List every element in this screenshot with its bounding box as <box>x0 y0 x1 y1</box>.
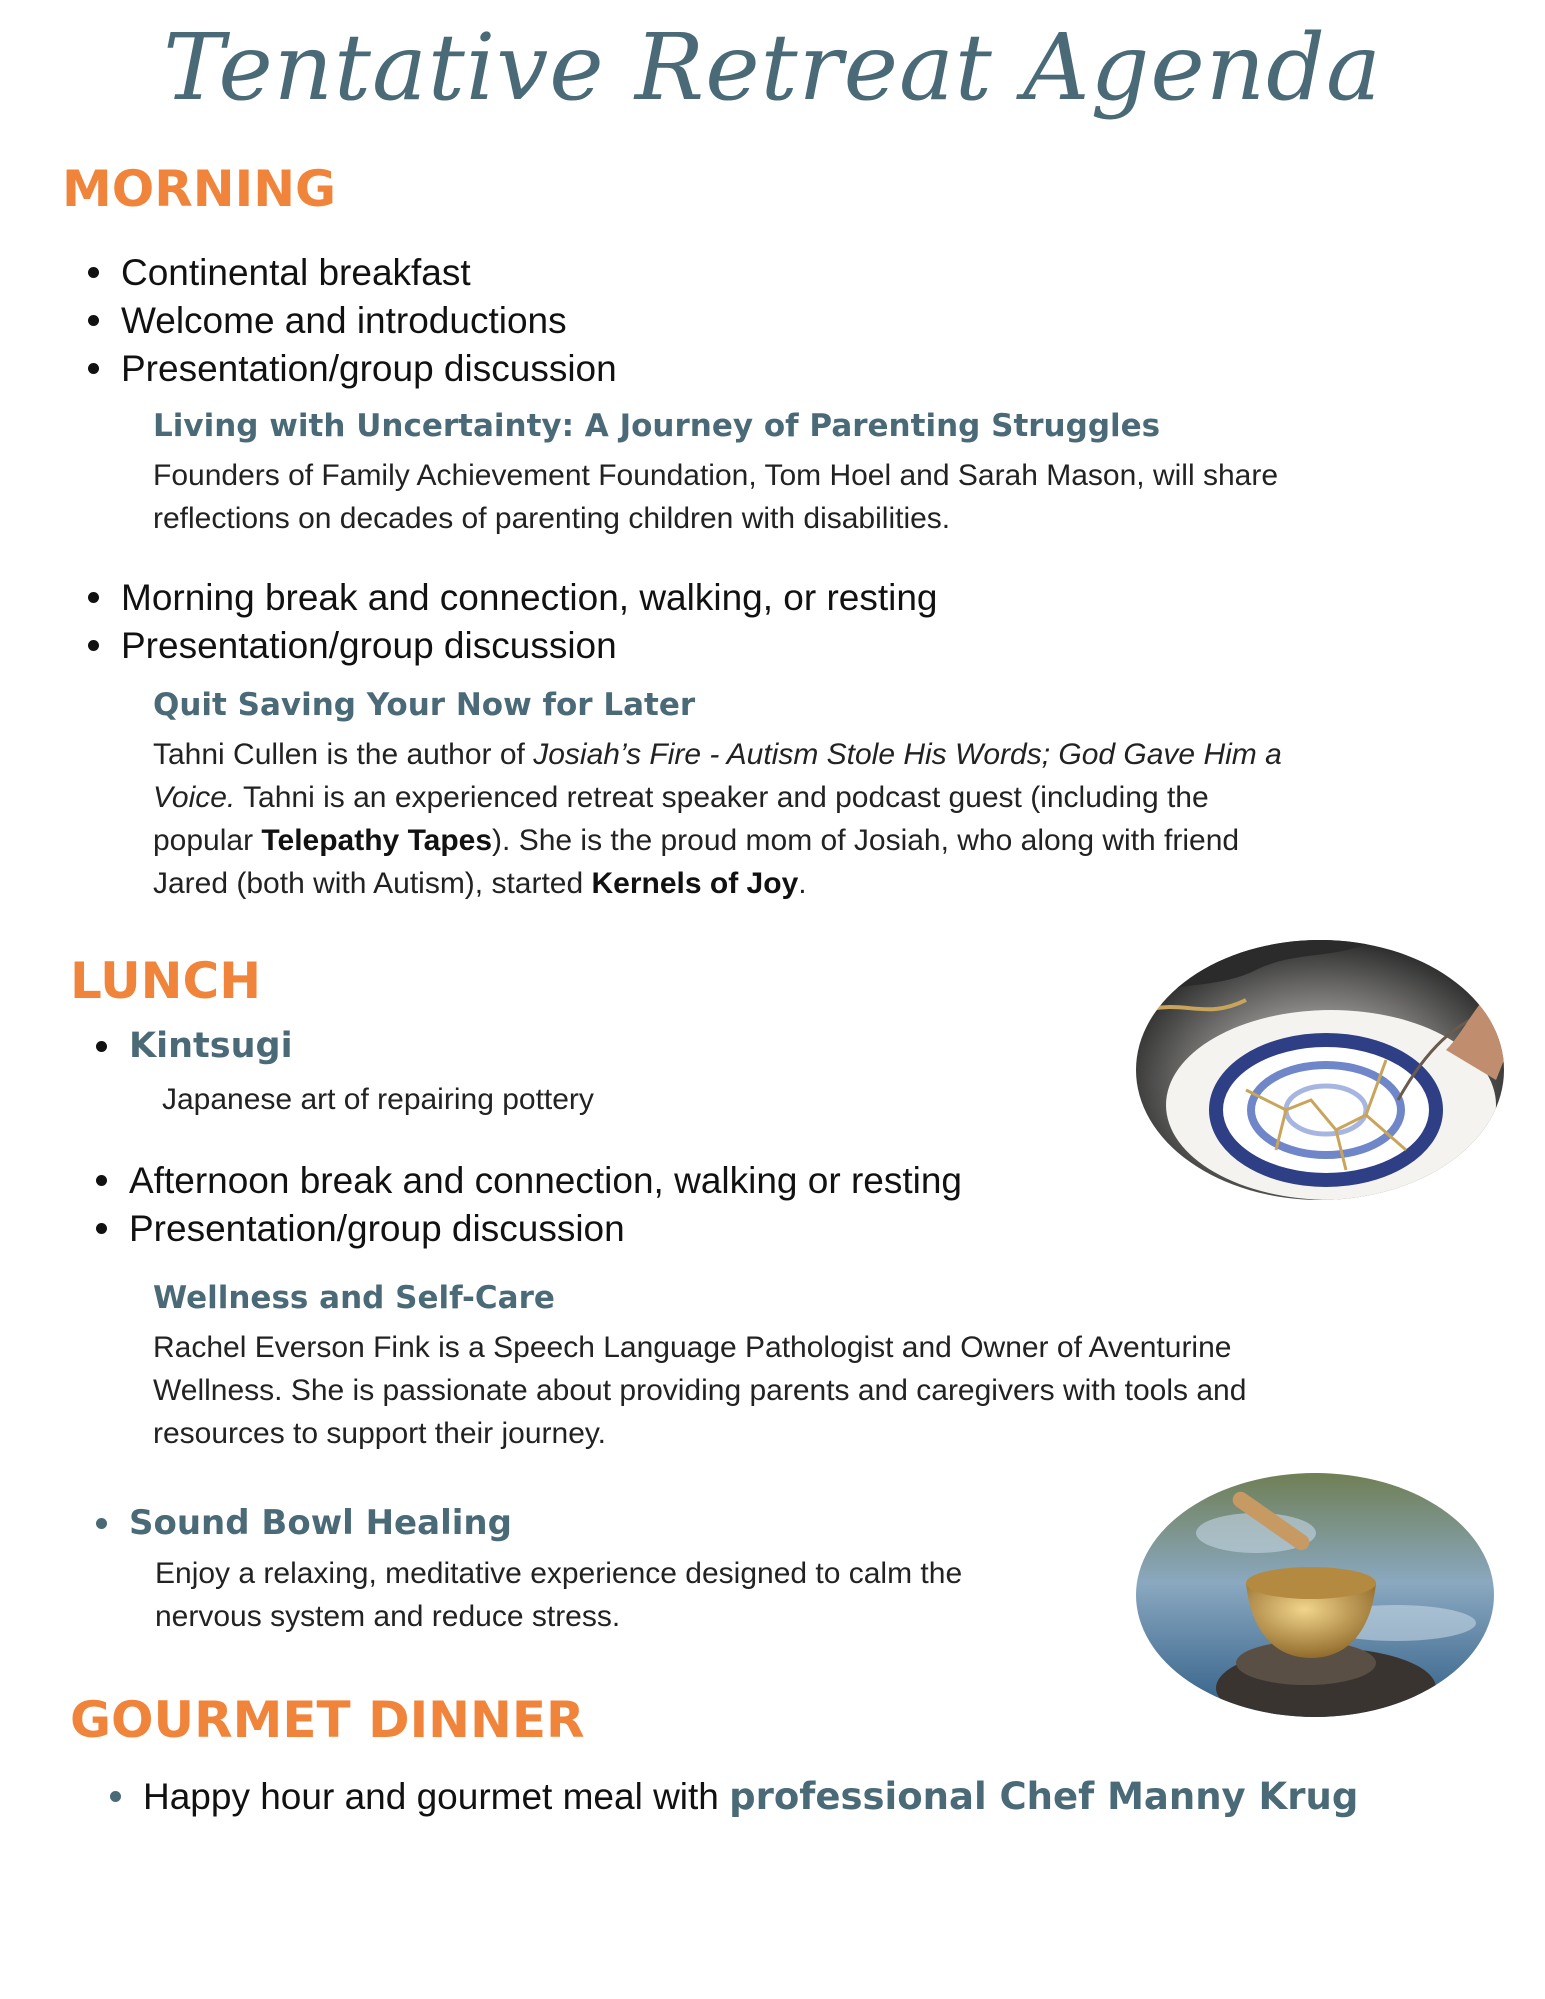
bullet-icon <box>96 1518 107 1529</box>
talk-description: Founders of Family Achievement Foundation, Tom Hoel and Sarah Mason, will share reflections on decades of parenting children with disabilities. <box>153 459 1279 535</box>
activity-description: Enjoy a relaxing, meditative experience designed to calm the nervous system and reduce stress. <box>155 1557 963 1633</box>
section-heading-dinner: GOURMET DINNER <box>70 1691 585 1749</box>
talk-title: Wellness and Self-Care <box>153 1280 555 1316</box>
bullet-icon <box>88 267 99 278</box>
activity-description: Japanese art of repairing pottery <box>162 1083 594 1116</box>
bullet-icon <box>88 363 99 374</box>
list-item: Happy hour and gourmet meal with professional Chef Manny Krug <box>110 1772 1358 1821</box>
chef-name: professional Chef Manny Krug <box>729 1775 1359 1818</box>
bullet-icon <box>110 1791 121 1802</box>
page-title: Tentative Retreat Agenda <box>163 14 1382 121</box>
bullet-icon <box>96 1041 107 1052</box>
list-item: Presentation/group discussion <box>96 1204 625 1253</box>
list-item: Kintsugi <box>96 1026 293 1066</box>
book-title: Josiah’s Fire - Autism Stole His Words; God Gave Him a <box>533 738 1282 771</box>
bullet-icon <box>88 592 99 603</box>
section-heading-morning: MORNING <box>62 160 337 218</box>
list-item: Afternoon break and connection, walking or resting <box>96 1156 962 1205</box>
list-item: Presentation/group discussion <box>88 344 617 393</box>
talk-title: Living with Uncertainty: A Journey of Parenting Struggles <box>153 408 1161 444</box>
list-item: Sound Bowl Healing <box>96 1503 512 1543</box>
singing-bowl-image <box>1136 1473 1494 1717</box>
talk-description: Tahni Cullen is the author of Josiah’s Fire - Autism Stole His Words; God Gave Him a Voice. Tahni is an experienced retreat speaker and podcast guest (including the popular Telepathy Tapes). She is the proud mom of Josiah, who along with friend Jared (both with Autism), started Kernels of Joy. <box>153 738 1282 900</box>
list-item: Welcome and introductions <box>88 296 567 345</box>
bullet-icon <box>88 640 99 651</box>
talk-description: Rachel Everson Fink is a Speech Language Pathologist and Owner of Aventurine Wellness. She is passionate about providing parents and caregivers with tools and resources to support their journey. <box>153 1331 1247 1450</box>
section-heading-lunch: LUNCH <box>70 952 262 1010</box>
list-item: Continental breakfast <box>88 248 471 297</box>
list-item: Morning break and connection, walking, or resting <box>88 573 938 622</box>
bullet-icon <box>96 1175 107 1186</box>
list-item: Presentation/group discussion <box>88 621 617 670</box>
talk-title: Quit Saving Your Now for Later <box>153 687 696 723</box>
kintsugi-image <box>1136 940 1504 1200</box>
bullet-icon <box>88 315 99 326</box>
bullet-icon <box>96 1223 107 1234</box>
organization-name: Kernels of Joy <box>591 867 799 900</box>
podcast-name: Telepathy Tapes <box>261 824 493 857</box>
book-title: Voice. <box>153 781 236 814</box>
